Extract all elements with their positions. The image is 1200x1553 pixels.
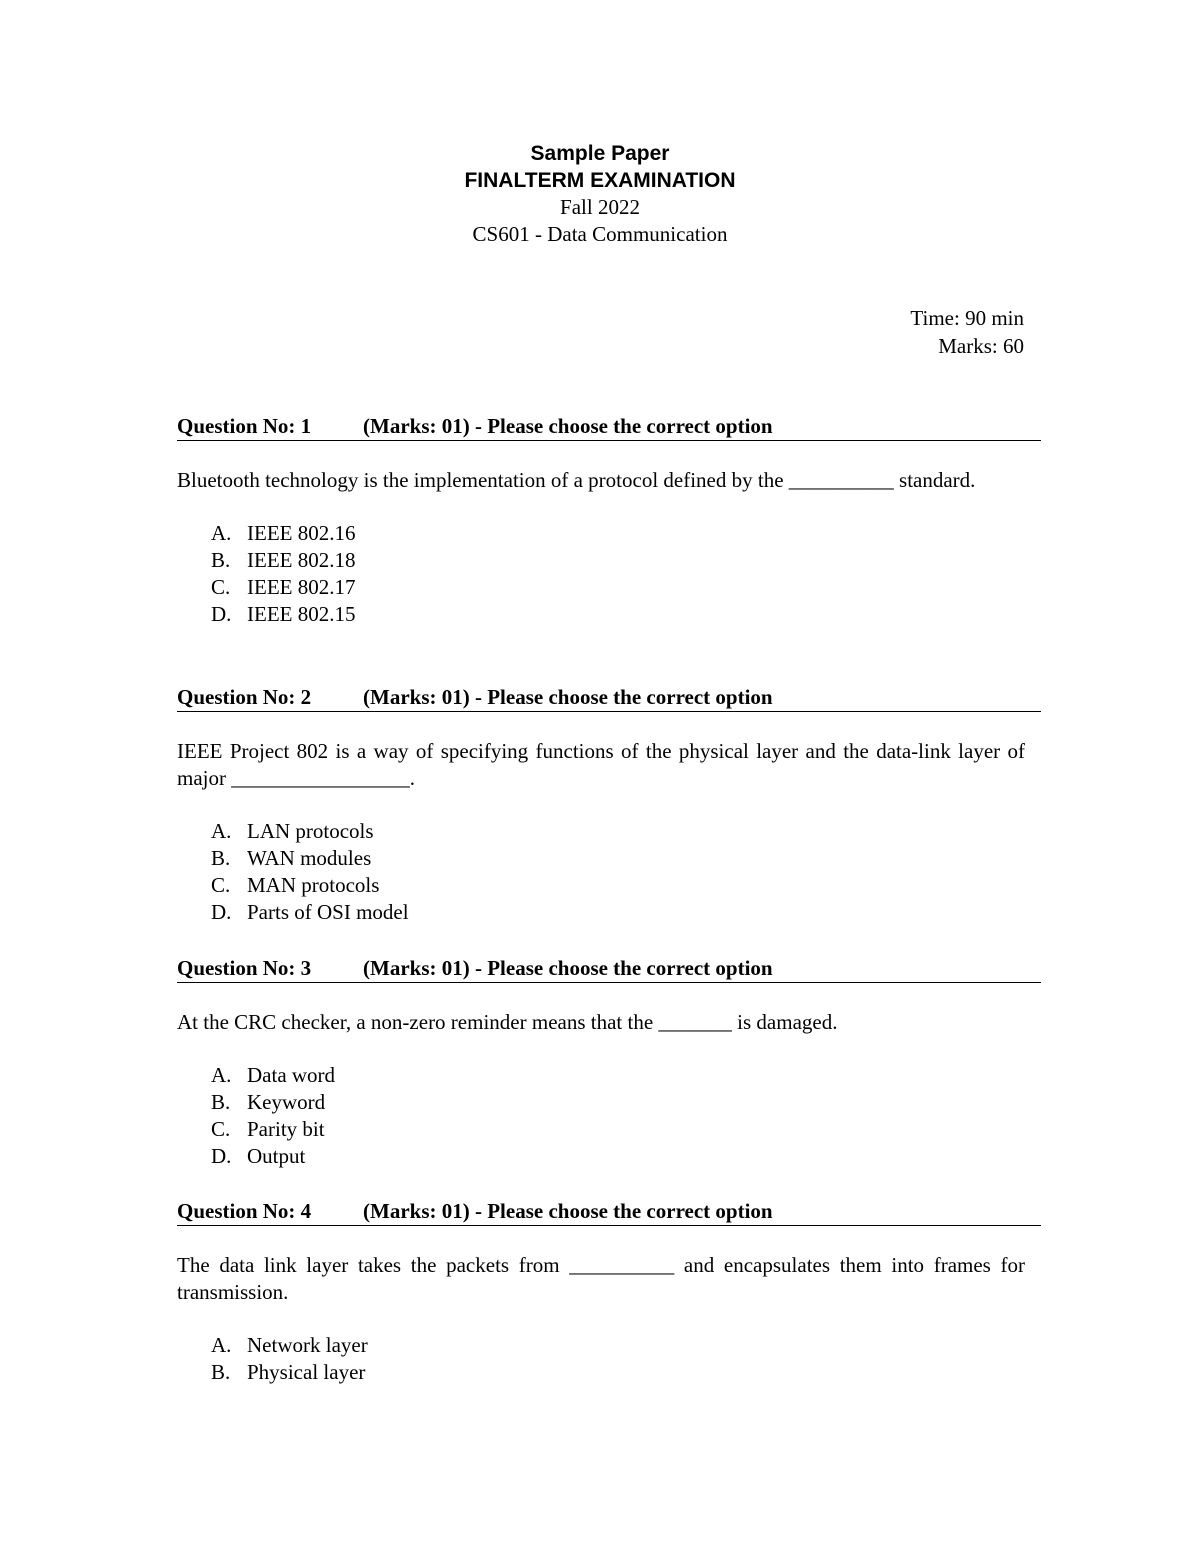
total-marks: Marks: 60: [938, 334, 1024, 358]
option-letter: B.: [211, 1360, 231, 1384]
option-b: [177, 845, 1041, 872]
option-b: [177, 547, 1041, 574]
option-letter: B.: [211, 1090, 231, 1114]
option-b: [177, 1359, 1041, 1386]
option-d: [177, 601, 1041, 628]
question-number: Question No: 1: [177, 414, 312, 438]
question-number: Question No: 3: [177, 956, 312, 980]
option-text: MAN protocols: [247, 873, 380, 897]
question-instruction: (Marks: 01) - Please choose the correct option: [363, 956, 773, 980]
option-a: [177, 1062, 1041, 1089]
paper-title: Sample Paper: [530, 142, 670, 165]
exam-meta: [910, 304, 1024, 360]
question-1: [177, 412, 1041, 628]
option-text: Parts of OSI model: [247, 900, 409, 924]
option-letter: C.: [211, 575, 231, 599]
option-list: [177, 818, 1041, 926]
question-heading: [177, 412, 1041, 441]
option-text: IEEE 802.17: [247, 575, 356, 599]
option-letter: C.: [211, 873, 231, 897]
option-text: LAN protocols: [247, 819, 374, 843]
option-c: [177, 574, 1041, 601]
question-heading: [177, 954, 1041, 983]
exam-title: FINALTERM EXAMINATION: [464, 169, 736, 192]
option-d: [177, 899, 1041, 926]
option-c: [177, 1116, 1041, 1143]
question-text: Bluetooth technology is the implementation of a protocol defined by the __________ standard.: [177, 468, 976, 492]
option-letter: D.: [211, 1144, 232, 1168]
question-instruction: (Marks: 01) - Please choose the correct option: [363, 685, 773, 709]
option-text: Output: [247, 1144, 306, 1168]
question-text: IEEE Project 802 is a way of specifying functions of the physical layer and the data-link layer of major _________________.: [177, 739, 1025, 790]
option-text: Physical layer: [247, 1360, 366, 1384]
question-heading: [177, 683, 1041, 712]
option-text: IEEE 802.15: [247, 602, 356, 626]
option-letter: A.: [211, 819, 232, 843]
option-a: [177, 818, 1041, 845]
option-letter: A.: [211, 1333, 232, 1357]
question-number: Question No: 4: [177, 1199, 312, 1223]
option-letter: B.: [211, 846, 231, 870]
option-list: [177, 1062, 1041, 1170]
option-a: [177, 1332, 1041, 1359]
course-name: CS601 - Data Communication: [472, 222, 728, 246]
option-letter: D.: [211, 602, 232, 626]
time-allowed: Time: 90 min: [910, 306, 1024, 330]
option-text: Network layer: [247, 1333, 368, 1357]
option-text: Keyword: [247, 1090, 326, 1114]
option-text: Data word: [247, 1063, 336, 1087]
question-number: Question No: 2: [177, 685, 312, 709]
question-instruction: (Marks: 01) - Please choose the correct option: [363, 414, 773, 438]
option-letter: D.: [211, 900, 232, 924]
option-a: [177, 520, 1041, 547]
question-text: At the CRC checker, a non-zero reminder means that the _______ is damaged.: [177, 1010, 838, 1034]
option-d: [177, 1143, 1041, 1170]
exam-term: Fall 2022: [560, 195, 640, 219]
option-text: WAN modules: [247, 846, 372, 870]
question-heading: [177, 1197, 1041, 1226]
question-4: [177, 1197, 1041, 1386]
option-list: [177, 520, 1041, 628]
question-2: [177, 683, 1041, 926]
option-text: Parity bit: [247, 1117, 325, 1141]
option-letter: C.: [211, 1117, 231, 1141]
option-text: IEEE 802.16: [247, 521, 356, 545]
option-text: IEEE 802.18: [247, 548, 356, 572]
option-b: [177, 1089, 1041, 1116]
question-3: [177, 954, 1041, 1170]
question-text: The data link layer takes the packets from __________ and encapsulates them into frames for transmission.: [177, 1253, 1025, 1304]
option-letter: B.: [211, 548, 231, 572]
question-instruction: (Marks: 01) - Please choose the correct option: [363, 1199, 773, 1223]
option-c: [177, 872, 1041, 899]
exam-header: [0, 140, 1200, 248]
option-letter: A.: [211, 521, 232, 545]
option-letter: A.: [211, 1063, 232, 1087]
option-list: [177, 1332, 1041, 1386]
